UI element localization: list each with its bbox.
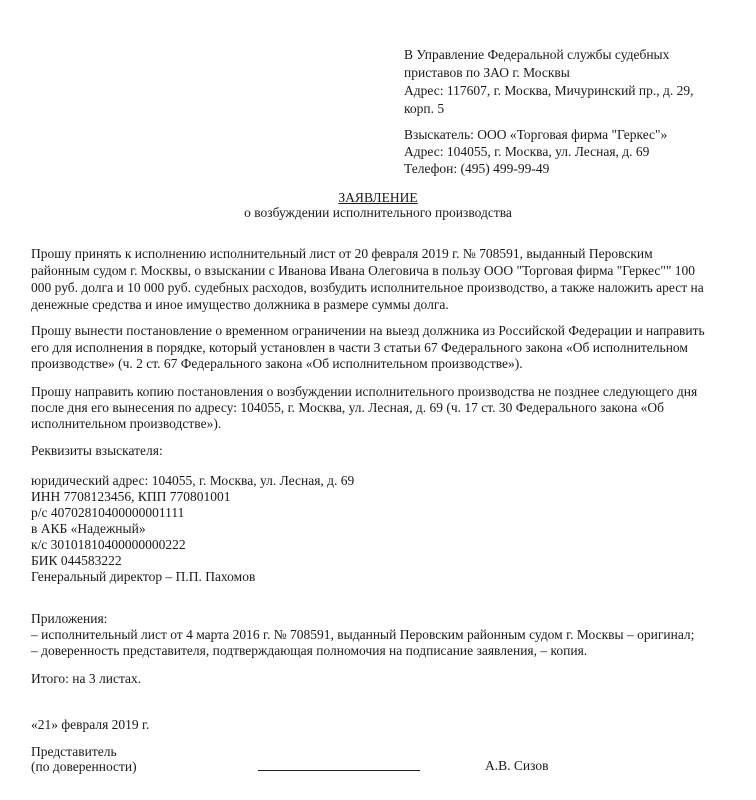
document-date: «21» февраля 2019 г.	[31, 717, 150, 732]
addressee-line-3: Адрес: 117607, г. Москва, Мичуринский пр., д. 29,	[404, 83, 694, 98]
claimant-line-3: Телефон: (495) 499-99-49	[404, 161, 550, 176]
claimant-line-1: Взыскатель: ООО «Торговая фирма "Геркес"»	[404, 127, 668, 142]
para2-line-3: производстве» (ч. 2 ст. 67 Федерального закона «Об исполнительном производстве»).	[31, 356, 523, 371]
requisites-line: к/с 30101810400000000222	[31, 537, 186, 552]
para3-line-2: после дня его вынесения по адресу: 104055, г. Москва, ул. Лесная, д. 69 (ч. 17 ст. 30 Федерального закона «Об	[31, 400, 665, 415]
attachments-total: Итого: на 3 листах.	[31, 671, 142, 686]
signer-role: Представитель	[31, 744, 117, 759]
requisites-line: юридический адрес: 104055, г. Москва, ул. Лесная, д. 69	[31, 473, 355, 488]
para1-line-1: Прошу принять к исполнению исполнительный лист от 20 февраля 2019 г. № 708591, выданный Перовским	[31, 246, 653, 261]
requisites-line: в АКБ «Надежный»	[31, 521, 146, 536]
para3-line-3: исполнительном производстве»).	[31, 416, 222, 431]
para1-line-4: денежные средства и иное имущество должника в размере суммы долга.	[31, 297, 449, 312]
addressee-line-1: В Управление Федеральной службы судебных	[404, 47, 670, 62]
signer-role-note: (по доверенности)	[31, 759, 137, 774]
attachment-item: – исполнительный лист от 4 марта 2016 г. № 708591, выданный Перовским районным судом г. Москвы – оригинал;	[31, 627, 695, 642]
addressee-line-4: корп. 5	[404, 101, 445, 116]
claimant-line-2: Адрес: 104055, г. Москва, ул. Лесная, д. 69	[404, 144, 650, 159]
para2-line-2: его для исполнения в порядке, который установлен в части 3 статьи 67 Федерального закона «Об исполнительном	[31, 340, 688, 355]
requisites-heading: Реквизиты взыскателя:	[31, 443, 163, 458]
para1-line-2: районным судом г. Москвы, о взыскании с Иванова Ивана Олеговича в пользу ООО "Торговая фирма "Геркес"" 100	[31, 263, 696, 278]
document-title: ЗАЯВЛЕНИЕ	[338, 190, 418, 205]
addressee-line-2: приставов по ЗАО г. Москвы	[404, 65, 570, 80]
signer-name: А.В. Сизов	[485, 758, 549, 773]
attachment-item: – доверенность представителя, подтверждающая полномочия на подписание заявления, – копия.	[31, 643, 588, 658]
para3-line-1: Прошу направить копию постановления о возбуждении исполнительного производства не позднее следующего дня	[31, 384, 698, 399]
attachments-heading: Приложения:	[31, 611, 108, 626]
requisites-line: БИК 044583222	[31, 553, 122, 568]
requisites-line: р/с 40702810400000001111	[31, 505, 185, 520]
requisites-line: ИНН 7708123456, КПП 770801001	[31, 489, 231, 504]
document-subtitle: о возбуждении исполнительного производства	[244, 205, 512, 220]
requisites-line: Генеральный директор – П.П. Пахомов	[31, 569, 256, 584]
para1-line-3: 000 руб. долга и 10 000 руб. судебных расходов, возбудить исполнительное производство, а также наложить арест на	[31, 280, 704, 295]
para2-line-1: Прошу вынести постановление о временном ограничении на выезд должника из Российской Федерации и направить	[31, 323, 705, 338]
signature-line	[258, 770, 420, 771]
